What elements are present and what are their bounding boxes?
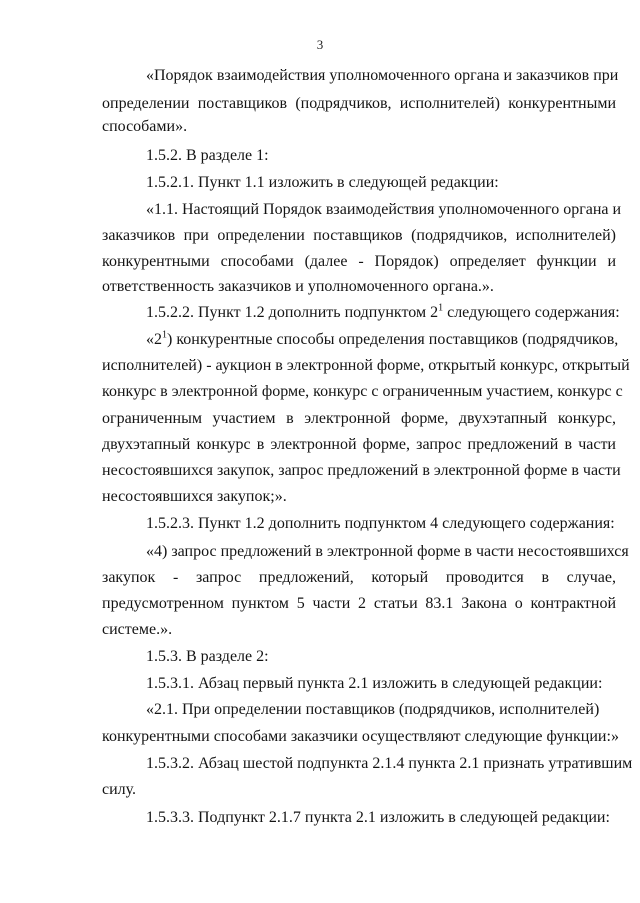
text-line: силу.	[102, 781, 137, 798]
text-line: 1.5.3.2. Абзац шестой подпункта 2.1.4 пункта 2.1 признать утратившим	[146, 755, 633, 772]
text-line: способами».	[102, 118, 188, 135]
text-line	[146, 330, 618, 350]
text-line: ответственность заказчиков и уполномоченного органа.».	[102, 278, 494, 295]
text-line	[146, 303, 620, 323]
text-line: конкурентными способами (далее - Порядок) определяет функции и	[102, 253, 616, 270]
text-fragment: 1.5.2.2. Пункт 1.2 дополнить подпунктом 2	[146, 304, 439, 321]
page-number: 3	[316, 37, 324, 52]
text-line: 1.5.2.1. Пункт 1.1 изложить в следующей редакции:	[146, 174, 499, 191]
text-line: несостоявшихся закупок, запрос предложений в электронной форме в части	[102, 462, 621, 479]
text-line: «4) запрос предложений в электронной форме в части несостоявшихся	[146, 543, 629, 560]
text-line: системе.».	[102, 621, 173, 638]
text-fragment: «2	[146, 331, 162, 348]
text-line: конкурс в электронной форме, конкурс с ограниченным участием, конкурс с	[102, 383, 623, 400]
text-fragment: ) конкурентные способы определения поставщиков (подрядчиков,	[167, 331, 619, 348]
text-line: определении поставщиков (подрядчиков, исполнителей) конкурентными	[102, 95, 616, 112]
text-line: предусмотренном пунктом 5 части 2 статьи 83.1 Закона о контрактной	[102, 595, 616, 612]
text-line: 1.5.2.3. Пункт 1.2 дополнить подпунктом 4 следующего содержания:	[146, 515, 615, 532]
text-line: 1.5.3.1. Абзац первый пункта 2.1 изложить в следующей редакции:	[146, 675, 603, 692]
text-line: 1.5.3. В разделе 2:	[146, 648, 269, 665]
text-line: ограниченным участием в электронной форме, двухэтапный конкурс,	[102, 410, 616, 427]
text-line: двухэтапный конкурс в электронной форме, запрос предложений в части	[102, 436, 616, 453]
text-line: заказчиков при определении поставщиков (подрядчиков, исполнителей)	[102, 227, 616, 244]
text-line: «1.1. Настоящий Порядок взаимодействия уполномоченного органа и	[146, 201, 622, 218]
text-line: «2.1. При определении поставщиков (подрядчиков, исполнителей)	[146, 701, 600, 718]
text-line: 1.5.3.3. Подпункт 2.1.7 пункта 2.1 изложить в следующей редакции:	[146, 809, 610, 826]
text-line: несостоявшихся закупок;».	[102, 488, 287, 505]
text-line: конкурентными способами заказчики осуществляют следующие функции:»	[102, 728, 619, 745]
superscript: 1	[438, 302, 444, 314]
text-line: закупок - запрос предложений, который проводится в случае,	[102, 569, 616, 586]
text-line: 1.5.2. В разделе 1:	[146, 147, 269, 164]
superscript: 1	[162, 329, 167, 341]
text-line: исполнителей) - аукцион в электронной форме, открытый конкурс, открытый	[102, 357, 630, 374]
text-line: «Порядок взаимодействия уполномоченного органа и заказчиков при	[146, 67, 619, 84]
text-fragment: следующего содержания:	[443, 304, 620, 321]
